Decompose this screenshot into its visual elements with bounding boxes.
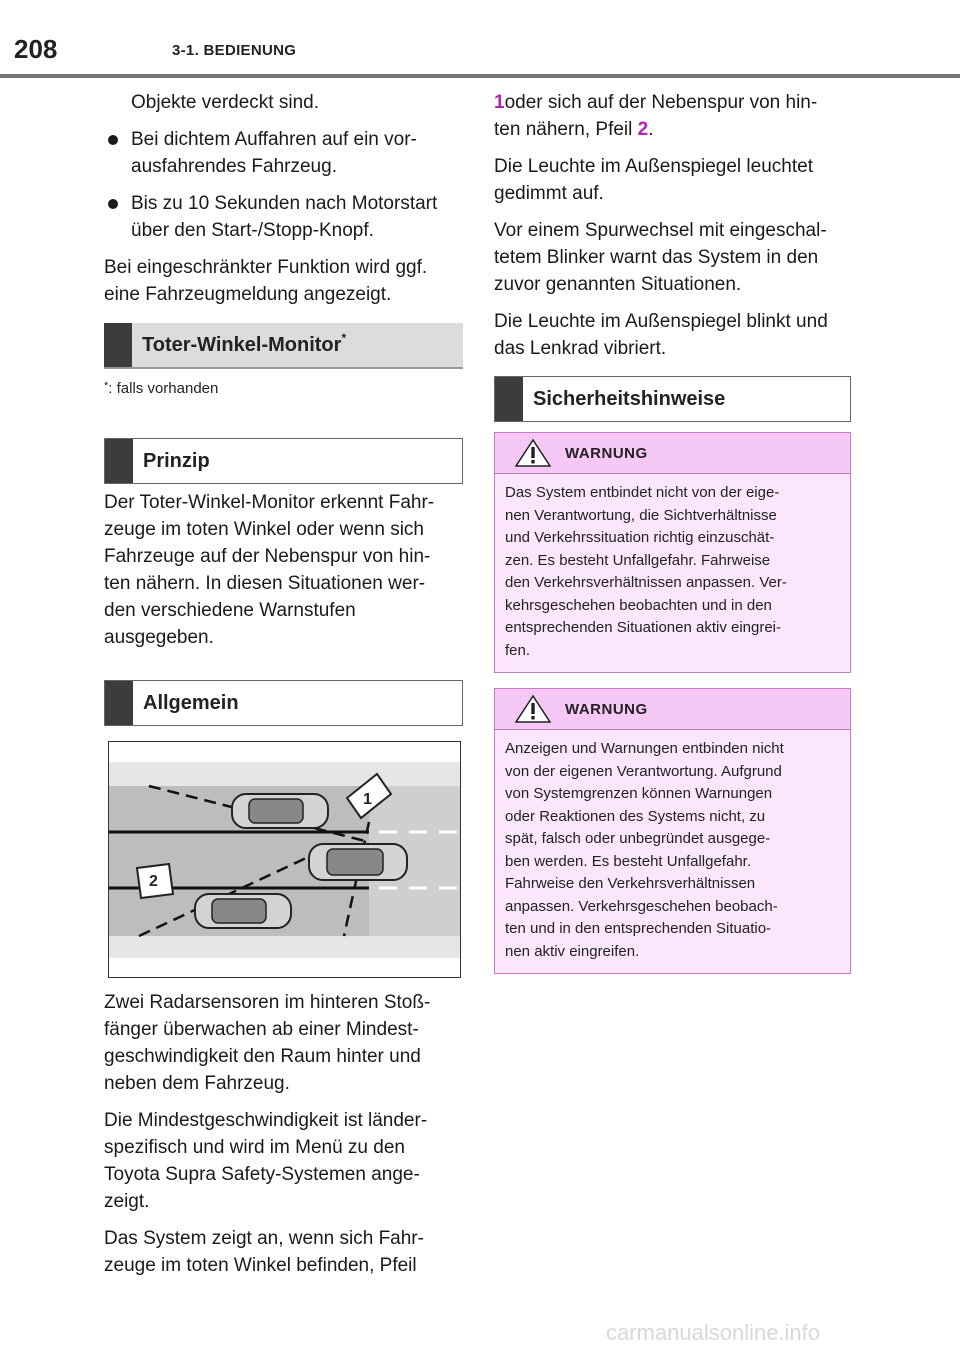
watermark: carmanualsonline.info [606, 1320, 821, 1345]
text-line: zeuge im toten Winkel oder wenn sich [104, 519, 424, 540]
text-line: anpassen. Verkehrsgeschehen beobach- [505, 897, 778, 915]
section-title: 3-1. BEDIENUNG [172, 42, 297, 59]
car-top-left [232, 794, 328, 828]
warning-header [495, 689, 850, 730]
text-line: Fahrzeuge auf der Nebenspur von hin- [104, 546, 431, 567]
bullet-line: über den Start-/Stopp-Knopf. [131, 220, 374, 241]
text-line: zuvor genannten Situationen. [494, 274, 742, 295]
text-line: das Lenkrad vibriert. [494, 338, 667, 359]
bullet-dot-icon [108, 135, 118, 145]
text-line: den Verkehrsverhältnissen anpassen. Ver- [505, 574, 787, 591]
arrow-2-label: 2 [149, 873, 158, 890]
warning-triangle-icon [515, 439, 551, 467]
intro-block [104, 89, 464, 308]
car-bottom-left [195, 894, 291, 928]
footnote-text: : falls vorhanden [108, 380, 219, 397]
text-line: oder Reaktionen des Systems nicht, zu [505, 807, 766, 825]
text-line: Das System entbindet nicht von der eige- [505, 484, 780, 501]
section-heading-text [142, 331, 347, 357]
text-line: von der eigenen Verantwortung. Aufgrund [505, 762, 782, 780]
text-span: ten nähern, Pfeil [494, 119, 638, 140]
bullet-line: Bei dichtem Auffahren auf ein vor- [131, 129, 417, 150]
subheading-label: Prinzip [143, 450, 210, 472]
text-line: ten und in den entsprechenden Situatio- [505, 920, 772, 937]
limited-function-paragraph [104, 254, 464, 308]
subheading-safety [494, 376, 851, 422]
header-rule [0, 74, 960, 78]
warning-body [495, 474, 850, 672]
text-line: gedimmt auf. [494, 183, 604, 204]
asterisk-marker: * [341, 331, 347, 345]
warning-box [494, 688, 851, 974]
warning-title: WARNUNG [565, 445, 648, 462]
text-line: Fahrweise den Verkehrsverhältnissen [505, 875, 756, 892]
radar-paragraphs [104, 989, 464, 1279]
subheading-label: Allgemein [143, 692, 239, 714]
text-line: Anzeigen und Warnungen entbinden nicht [505, 740, 784, 757]
subheading-label: Sicherheitshinweise [533, 388, 726, 410]
text-line: ben werden. Es besteht Unfallgefahr. [505, 852, 751, 870]
section-heading-label: Toter-Winkel-Monitor [142, 334, 342, 356]
warning-title: WARNUNG [565, 701, 648, 718]
heading-bar [105, 439, 133, 483]
warning-triangle-icon [515, 695, 551, 723]
text-line: tetem Blinker warnt das System in den [494, 247, 819, 268]
continuation-line-1 [494, 89, 854, 116]
text-line: den verschiedene Warnstufen [104, 600, 356, 621]
text-line: Toyota Supra Safety-Systemen ange- [104, 1164, 420, 1185]
text-line: geschwindigkeit den Raum hinter und [104, 1046, 421, 1067]
arrow-1-label: 1 [363, 791, 372, 808]
bullet-dot-icon [108, 199, 118, 209]
subheading-prinzip [104, 438, 463, 484]
text-line: Das System zeigt an, wenn sich Fahr- [104, 1228, 424, 1249]
text-line: nen Verantwortung, die Sichtverhältnisse [505, 506, 777, 524]
road-illustration [109, 742, 460, 977]
bullet-item [104, 126, 464, 180]
text-line: fen. [505, 641, 531, 659]
text-line: Bei eingeschränkter Funktion wird ggf. [104, 257, 428, 278]
heading-bar [495, 377, 523, 421]
text-span: . [648, 119, 654, 140]
right-intro [494, 89, 854, 362]
text-line: zeigt. [104, 1191, 150, 1212]
ref-marker-1: 1 [494, 92, 505, 113]
ref-marker-2: 2 [637, 119, 649, 140]
section-heading [104, 323, 463, 369]
heading-bar [104, 323, 132, 367]
prinzip-paragraph [104, 489, 464, 651]
text-line: neben dem Fahrzeug. [104, 1073, 290, 1094]
page-number: 208 [14, 34, 58, 64]
text-line: und Verkehrssituation richtig einzuschät- [505, 529, 775, 546]
bullet-item [104, 190, 464, 244]
footnote [104, 380, 218, 397]
text-line: fänger überwachen ab einer Mindest- [104, 1019, 419, 1040]
text-line: von Systemgrenzen können Warnungen [505, 785, 773, 802]
text-line: entsprechenden Situationen aktiv eingrei- [505, 619, 782, 636]
text-line: Vor einem Spurwechsel mit eingeschal- [494, 220, 827, 241]
car-center-ego [309, 844, 407, 880]
warning-box [494, 432, 851, 673]
text-line: ausgegeben. [104, 627, 214, 648]
text-line: Die Leuchte im Außenspiegel blinkt und [494, 311, 828, 332]
text-line: kehrsgeschehen beobachten und in den [505, 596, 772, 614]
text-line: Der Toter-Winkel-Monitor erkennt Fahr- [104, 492, 435, 513]
text-line: spät, falsch oder unbegründet ausgege- [505, 830, 771, 847]
text-line: zeuge im toten Winkel befinden, Pfeil [104, 1255, 417, 1276]
intro-continuation: Objekte verdeckt sind. [131, 92, 319, 113]
text-line: spezifisch und wird im Menü zu den [104, 1137, 405, 1158]
warning-body [495, 730, 850, 973]
text-line: nen aktiv eingreifen. [505, 942, 640, 960]
text-line: Zwei Radarsensoren im hinteren Stoß- [104, 992, 431, 1013]
text-line: ten nähern. In diesen Situationen wer- [104, 573, 426, 594]
blind-spot-diagram [108, 741, 461, 978]
bullet-line: Bis zu 10 Sekunden nach Motorstart [131, 193, 438, 214]
text-line: eine Fahrzeugmeldung angezeigt. [104, 284, 392, 305]
bullet-line: ausfahrendes Fahrzeug. [131, 156, 337, 177]
heading-bar [105, 681, 133, 725]
text-line: Die Leuchte im Außenspiegel leuchtet [494, 156, 813, 177]
text-line: Die Mindestgeschwindigkeit ist länder- [104, 1110, 428, 1131]
text-span: oder sich auf der Nebenspur von hin- [504, 92, 818, 113]
footnote-star: * [104, 380, 109, 392]
text-line: zen. Es besteht Unfallgefahr. Fahrweise [505, 551, 771, 569]
arrow-2-icon [137, 864, 173, 898]
warning-header [495, 433, 850, 474]
subheading-allgemein [104, 680, 463, 726]
continuation-line-2 [494, 116, 854, 143]
